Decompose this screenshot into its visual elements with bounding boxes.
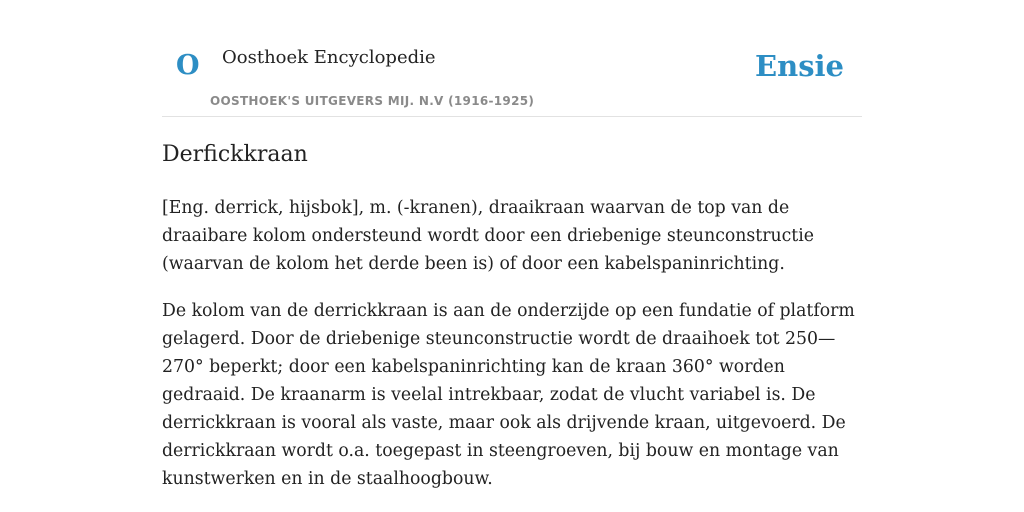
article-paragraph-2: De kolom van de derrickkraan is aan de onderzijde op een fundatie of platform gelagerd. Door de driebenige steunconstructie wordt de draaihoek tot 250—270° beperkt; door een kabelspaninrichting kan de kraan 360° worden gedraaid. De kraanarm is veelal intrekbaar, zodat de vlucht variabel is. De derrickkraan is vooral als vaste, maar ook als drijvende kraan, uitgevoerd. De derrickkraan wordt o.a. toegepast in steengroeven, bij bouw en montage van kunstwerken en in de staalhoogbouw. — [162, 301, 855, 489]
publisher-label: OOSTHOEK'S UITGEVERS MIJ. N.V (1916-1925) — [210, 94, 535, 108]
brand-logo-link[interactable]: Ensie — [755, 49, 844, 83]
site-logo-icon[interactable]: O — [176, 50, 200, 81]
article-title: Derfickkraan — [162, 142, 308, 167]
site-header — [162, 0, 862, 117]
article — [162, 140, 862, 493]
site-name-link[interactable]: Oosthoek Encyclopedie — [222, 47, 436, 68]
article-paragraph-1: [Eng. derrick, hijsbok], m. (-kranen), draaikraan waarvan de top van de draaibare kolom ondersteund wordt door een driebenige steunconstructie (waarvan de kolom het derde been is) of door een kabelspaninrichting. — [162, 198, 814, 274]
